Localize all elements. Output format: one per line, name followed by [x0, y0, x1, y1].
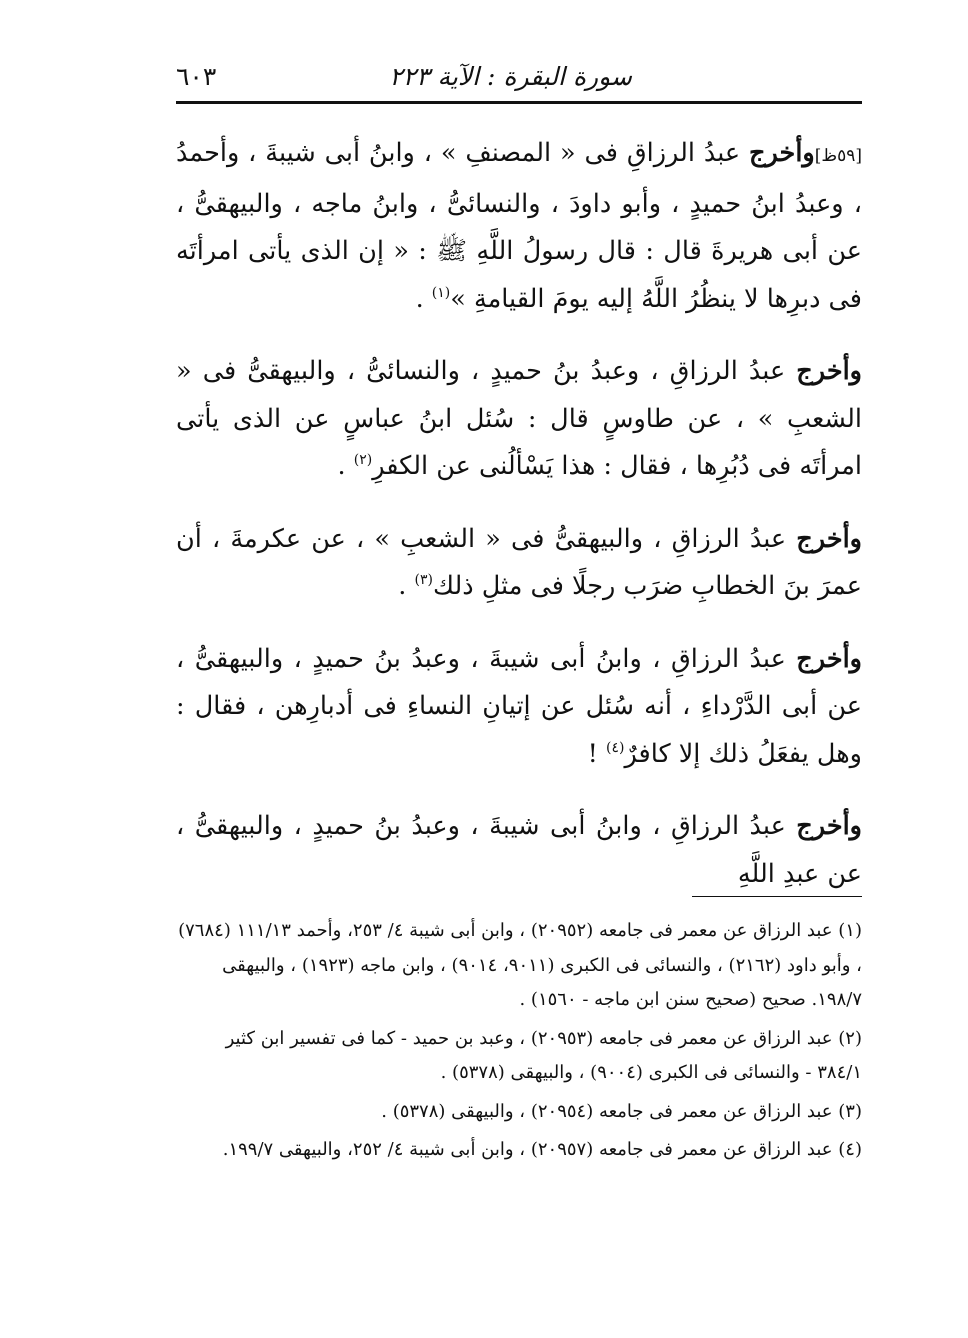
- lead-word: وأخرج: [796, 811, 862, 841]
- main-text: [176, 130, 862, 923]
- manuscript-folio-marker: [٥٩ظ]: [814, 146, 862, 166]
- footnote-ref-3[interactable]: (٣): [414, 572, 433, 588]
- footnote-2: (٢) عبد الرزاق عن معمر فى جامعه (٢٠٩٥٣) ، وعبد بن حميد - كما فى تفسير ابن كثير ٣٨٤/١ - والنسائى فى الكبرى (٩٠٠٤) ، والبيهقى (٥٣٧٨) .: [225, 1027, 862, 1083]
- footnotes: [176, 914, 862, 1172]
- surah-verse-title: سورة البقرة : الآية ٢٢٣: [389, 62, 632, 91]
- paragraph-tail: .: [337, 451, 354, 481]
- footnote-ref-2[interactable]: (٢): [353, 452, 373, 468]
- paragraph-4: [176, 636, 862, 779]
- paragraph-tail: .: [415, 283, 432, 314]
- lead-word: وأخرج: [749, 138, 815, 168]
- paragraph-text: عبدُ الرزاقِ فى « المصنفِ » ، وابنُ أبى شيبةَ ، وأحمدُ ، وعبدُ ابنُ حميدٍ ، وأبو داودَ ، والنسائىُّ ، وابنُ ماجه ، والبيهقىُّ ، عن أبى هريرةَ قال : قال رسولُ اللَّهِ ﷺ : « إن الذى يأتى امرأتَه فى دبرِها لا ينظُرُ اللَّهُ إليه يومَ القيامةِ »: [176, 138, 862, 314]
- paragraph-tail: .: [398, 571, 415, 601]
- paragraph-1: [176, 130, 862, 323]
- paragraph-tail: !: [587, 738, 606, 769]
- footnote-ref-4[interactable]: (٤): [606, 739, 625, 756]
- paragraph-text: عبدُ الرزاقِ ، والبيهقىُّ فى « الشعبِ » ، عن عكرمةَ ، أن عمرَ بنَ الخطابِ ضرَب رجلًا فى مثلِ ذلك: [176, 523, 862, 601]
- paragraph-text: عبدُ الرزاقِ ، وعبدُ بنُ حميدٍ ، والنسائىُّ ، والبيهقىُّ فى « الشعبِ » ، عن طاوسٍ قال : سُئل ابنُ عباسٍ عن الذى يأتى امرأتَه فى دُبُرِها ، فقال : هذا يَسْألُنى عن الكفرِ: [176, 356, 862, 481]
- footnote-1: (١) عبد الرزاق عن معمر فى جامعه (٢٠٩٥٢) ، وابن أبى شيبة ٤/ ٢٥٣، وأحمد ١١١/١٣ (٧٦٨٤) ، وأبو داود (٢١٦٢) ، والنسائى فى الكبرى (٩٠١١، ٩٠١٤) ، وابن ماجه (١٩٢٣) ، والبيهقى ١٩٨/٧. صحيح (صحيح سنن ابن ماجه - ١٥٦٠) .: [178, 920, 862, 1010]
- paragraph-text: عبدُ الرزاقِ ، وابنُ أبى شيبةَ ، وعبدُ بنُ حميدٍ ، والبيهقىُّ ، عن أبى الدَّرْداءِ ، أنه سُئل عن إتيانِ النساءِ فى أدبارِهن ، فقال : وهل يفعَلُ ذلك إلا كافرٌ: [176, 643, 862, 769]
- footnote-4: (٤) عبد الرزاق عن معمر فى جامعه (٢٠٩٥٧) ، وابن أبى شيبة ٤/ ٢٥٢، والبيهقى ١٩٩/٧.: [222, 1139, 862, 1160]
- footnote-separator: [692, 896, 862, 897]
- header-rule: [176, 101, 862, 104]
- running-header: [176, 62, 862, 96]
- lead-word: وأخرج: [796, 356, 862, 386]
- paragraph-text: عبدُ الرزاقِ ، وابنُ أبى شيبةَ ، وعبدُ بنُ حميدٍ ، والبيهقىُّ ، عن عبدِ اللَّهِ: [176, 811, 862, 889]
- footnote-ref-1[interactable]: (١): [431, 284, 451, 301]
- footnote-3: (٣) عبد الرزاق عن معمر فى جامعه (٢٠٩٥٤) ، والبيهقى (٥٣٧٨) .: [381, 1100, 862, 1122]
- paragraph-3: [176, 516, 862, 611]
- lead-word: وأخرج: [796, 523, 862, 554]
- page-number: ٦٠٣: [176, 62, 217, 91]
- lead-word: وأخرج: [796, 643, 862, 674]
- paragraph-2: [176, 348, 862, 491]
- paragraph-5: [176, 803, 862, 898]
